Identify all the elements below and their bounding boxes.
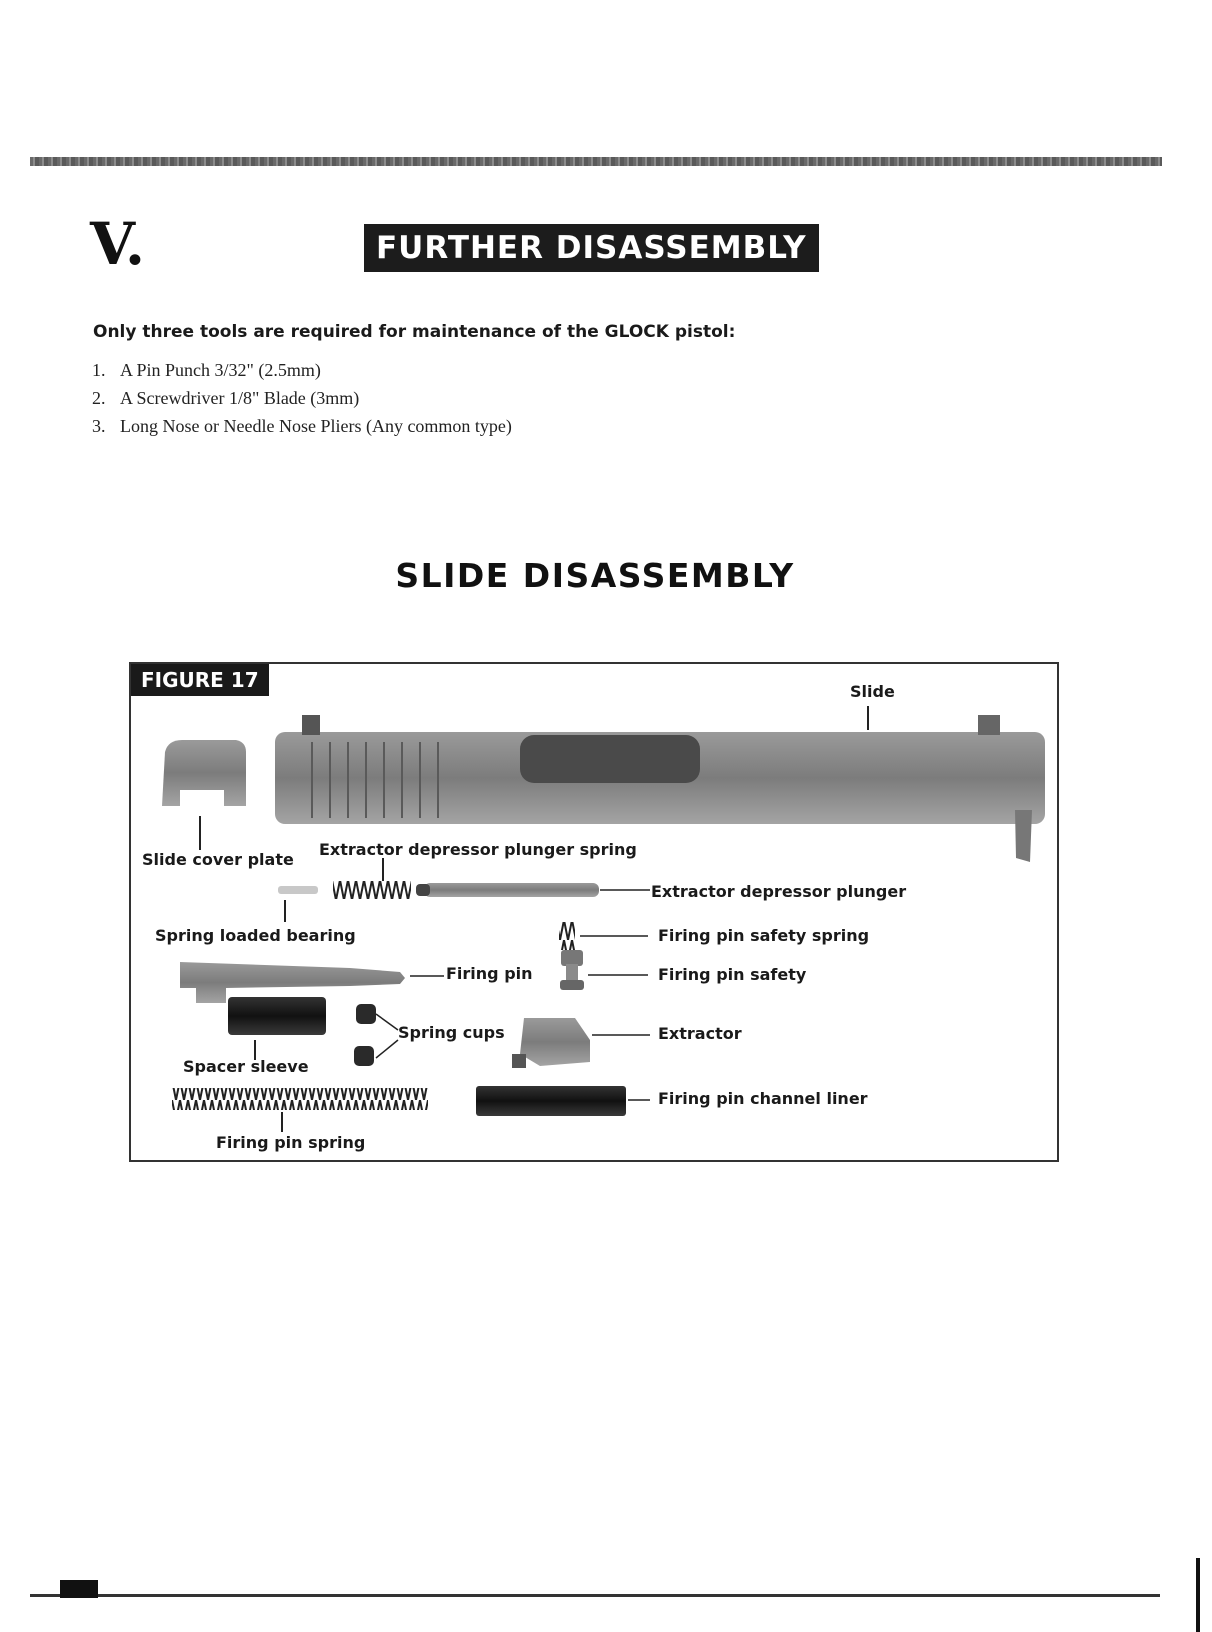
list-text: A Pin Punch 3/32" (2.5mm): [120, 360, 321, 380]
list-item: [92, 412, 512, 440]
label-extractor: Extractor: [658, 1024, 742, 1043]
tools-list: [92, 356, 512, 440]
slide-disassembly-heading: SLIDE DISASSEMBLY: [395, 556, 795, 595]
label-firing-pin-channel-liner: Firing pin channel liner: [658, 1089, 868, 1108]
figure-tag: FIGURE 17: [131, 664, 269, 696]
list-item: [92, 356, 512, 384]
label-firing-pin-safety-spring: Firing pin safety spring: [658, 926, 870, 945]
label-spring-cups: Spring cups: [398, 1023, 505, 1042]
label-extractor-depressor-plunger: Extractor depressor plunger: [651, 882, 907, 901]
top-rule: [30, 157, 1162, 166]
label-slide: Slide: [850, 682, 895, 701]
page-number-tab: [60, 1580, 98, 1598]
figure-17-frame: [129, 662, 1059, 1162]
label-firing-pin-safety: Firing pin safety: [658, 965, 807, 984]
label-extractor-depressor-plunger-spring: Extractor depressor plunger spring: [319, 840, 637, 859]
label-spacer-sleeve: Spacer sleeve: [183, 1057, 309, 1076]
edge-mark: [1196, 1558, 1200, 1632]
section-number: V.: [90, 210, 146, 278]
label-slide-cover-plate: Slide cover plate: [142, 850, 294, 869]
label-firing-pin: Firing pin: [446, 964, 533, 983]
list-number: 3.: [92, 416, 106, 436]
label-firing-pin-spring: Firing pin spring: [216, 1133, 366, 1152]
section-title: FURTHER DISASSEMBLY: [364, 224, 819, 272]
list-number: 1.: [92, 360, 106, 380]
label-spring-loaded-bearing: Spring loaded bearing: [155, 926, 356, 945]
list-text: A Screwdriver 1/8" Blade (3mm): [120, 388, 360, 408]
intro-text: Only three tools are required for maintenance of the GLOCK pistol:: [93, 322, 736, 342]
bottom-rule: [30, 1594, 1160, 1597]
list-number: 2.: [92, 388, 106, 408]
list-text: Long Nose or Needle Nose Pliers (Any common type): [120, 416, 512, 436]
list-item: [92, 384, 512, 412]
